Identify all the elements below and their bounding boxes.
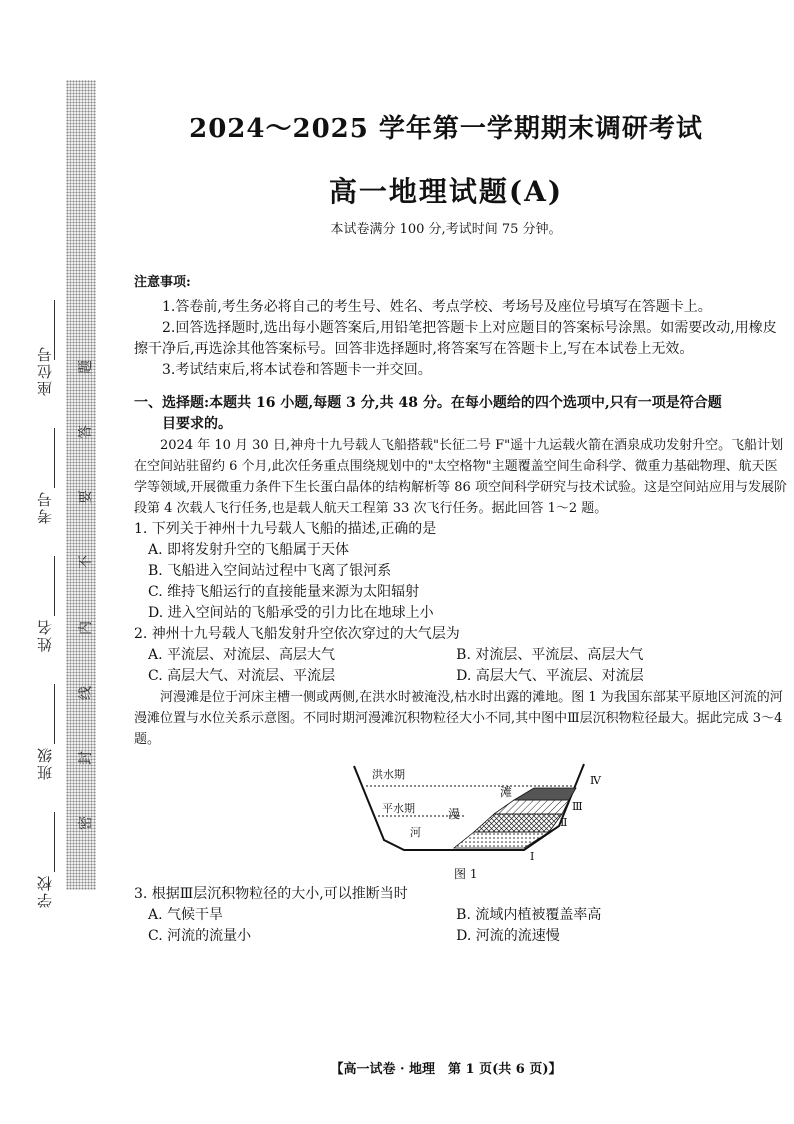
question-stem: 1. 下列关于神州十九号载人飞船的描述,正确的是 (134, 521, 437, 537)
question-stem: 2. 神州十九号载人飞船发射升空依次穿过的大气层为 (134, 626, 460, 642)
exam-info: 本试卷满分 100 分,考试时间 75 分钟。 (330, 222, 562, 237)
seal-char: 不 (78, 555, 94, 570)
school-field[interactable] (22, 812, 62, 908)
option-c[interactable]: C. 维持飞船运行的直接能量来源为太阳辐射 (148, 584, 420, 600)
river-label: 河 (410, 826, 421, 839)
field-line (54, 428, 55, 488)
seat-number-field[interactable] (22, 300, 62, 396)
question-3 (134, 884, 790, 947)
field-line (54, 812, 55, 872)
layer-iii (494, 800, 569, 814)
seal-char: 要 (78, 490, 94, 505)
layer-ii-label: Ⅱ (560, 816, 568, 829)
question-1 (134, 519, 790, 624)
field-label: 班级 (36, 746, 54, 780)
page-footer: 【高一试卷 · 地理 第 1 页(共 6 页)】 (330, 1062, 562, 1077)
seal-char: 封 (78, 750, 94, 765)
question-2 (134, 624, 790, 687)
field-line (54, 684, 55, 744)
layer-ii (474, 814, 562, 832)
notice-item: 1.答卷前,考生务必将自己的考生号、姓名、考点学校、考场号及座位号填写在答题卡上。 (162, 299, 712, 315)
layer-iii-label: Ⅲ (572, 800, 583, 813)
layer-i (454, 832, 549, 848)
field-label: 学校 (36, 874, 54, 908)
passage: 2024 年 10 月 30 日,神舟十九号载人飞船搭载"长征二号 F"遥十九运载火箭在酒泉成功发射升空。飞船计划在空间站驻留约 6 个月,此次任务重点围绕规划中的"太空格物"主题覆盖空间生命科学、微重力基础物理、航天医学等领域,开展微重力条件下生长蛋白晶体的结构解析等 86 项空间科学研究与技术试验。这是空间站应用与发展阶段第 4 次载人飞行任务,也是载人航天工程第 33 次飞行任务。据此回答 1～2 题。 (134, 438, 787, 516)
section-heading-line: 一、选择题:本题共 16 小题,每题 3 分,共 48 分。在每小题给的四个选项中,只有一项是符合题 (134, 395, 722, 411)
option-b[interactable]: B. 对流层、平流层、高层大气 (456, 647, 644, 663)
field-label: 座位号 (36, 345, 54, 396)
section-heading-line: 目要求的。 (162, 416, 232, 432)
figure-caption: 图 1 (454, 867, 478, 881)
seal-char: 密 (78, 815, 94, 830)
option-d[interactable]: D. 高层大气、平流层、对流层 (456, 668, 644, 684)
student-info-fields (22, 300, 62, 920)
layer-iv (514, 788, 576, 800)
field-line (54, 556, 55, 616)
exam-number-field[interactable] (22, 428, 62, 524)
field-label: 考号 (36, 490, 54, 524)
exam-title: 2024～2025 学年第一学期期末调研考试 (189, 114, 703, 144)
seal-char: 内 (78, 620, 94, 635)
option-a[interactable]: A. 平流层、对流层、高层大气 (148, 647, 336, 663)
floodplain-diagram (344, 756, 614, 866)
normal-label: 平水期 (382, 802, 415, 815)
option-b[interactable]: B. 飞船进入空间站过程中飞离了银河系 (148, 563, 392, 579)
tan-label: 滩 (500, 785, 513, 799)
option-c[interactable]: C. 河流的流量小 (148, 928, 252, 944)
layer-iv-label: Ⅳ (590, 774, 601, 787)
floodplain-figure (134, 756, 790, 884)
exam-subtitle: 高一地理试题(A) (328, 175, 564, 208)
seal-char: 线 (78, 685, 94, 700)
flood-label: 洪水期 (372, 768, 405, 781)
option-a[interactable]: A. 气候干旱 (148, 907, 224, 923)
section-heading (134, 393, 790, 435)
passage: 河漫滩是位于河床主槽一侧或两侧,在洪水时被淹没,枯水时出露的滩地。图 1 为我国东部某平原地区河流的河漫滩位置与水位关系示意图。不同时期河漫滩沉积物粒径大小不同,其中图中Ⅲ层沉积物粒径最大。据此完成 3～4 题。 (134, 690, 783, 747)
option-d[interactable]: D. 河流的流速慢 (456, 928, 560, 944)
field-label: 姓名 (36, 618, 54, 652)
seal-line-text (76, 360, 96, 830)
class-field[interactable] (22, 684, 62, 780)
option-d[interactable]: D. 进入空间站的飞船承受的引力比在地球上小 (148, 605, 434, 621)
option-b[interactable]: B. 流域内植被覆盖率高 (456, 907, 602, 923)
notice-title: 注意事项: (134, 275, 191, 290)
option-c[interactable]: C. 高层大气、对流层、平流层 (148, 668, 336, 684)
question-stem: 3. 根据Ⅲ层沉积物粒径的大小,可以推断当时 (134, 886, 408, 902)
seal-char: 题 (78, 360, 94, 374)
seal-char: 答 (78, 425, 94, 440)
layer-i-label: Ⅰ (530, 850, 535, 863)
notice-item: 3.考试结束后,将本试卷和答题卡一并交回。 (162, 362, 432, 378)
option-a[interactable]: A. 即将发射升空的飞船属于天体 (148, 542, 350, 558)
exam-body (134, 272, 790, 947)
man-label: 漫 (448, 807, 461, 821)
name-field[interactable] (22, 556, 62, 652)
notice-item: 2.回答选择题时,选出每小题答案后,用铅笔把答题卡上对应题目的答案标号涂黑。如需要改动,用橡皮擦干净后,再选涂其他答案标号。回答非选择题时,将答案写在答题卡上,写在本试卷上无效。 (134, 320, 777, 357)
